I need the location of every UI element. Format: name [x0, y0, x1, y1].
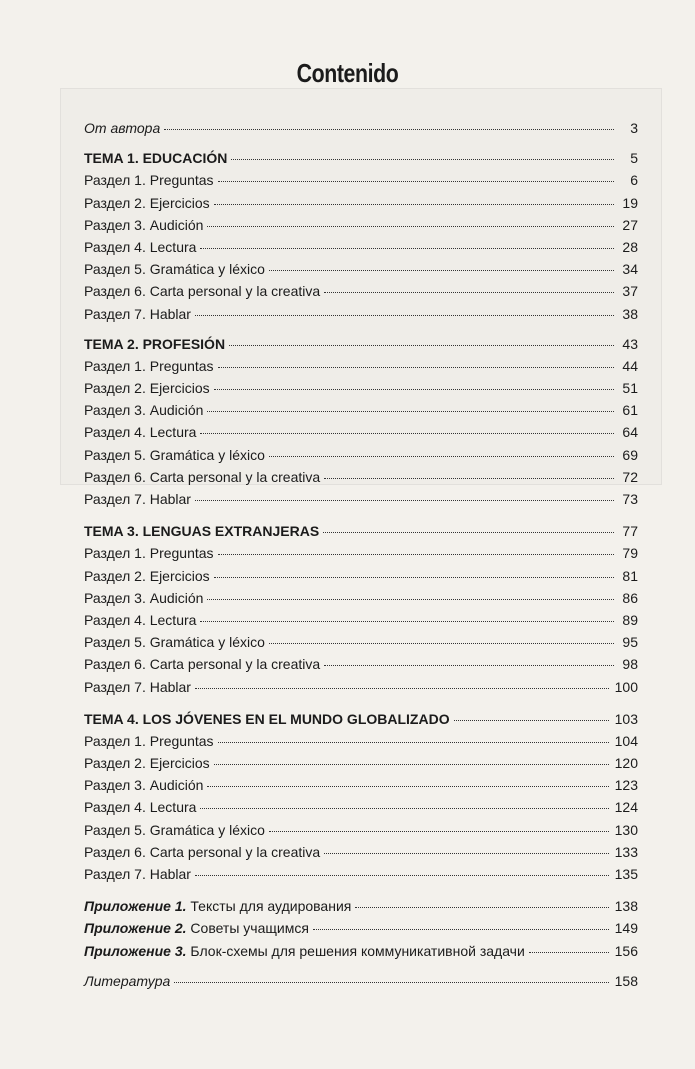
toc-topic-entry	[84, 520, 638, 542]
toc-entry	[84, 841, 638, 863]
dot-leader	[207, 226, 614, 227]
dot-leader	[313, 929, 609, 930]
section-spacer	[84, 698, 638, 708]
page-title: Contenido	[296, 58, 399, 88]
dot-leader	[269, 643, 614, 644]
toc-entry-label: Раздел 6. Carta personal y la creativa	[84, 468, 321, 485]
dot-leader	[218, 554, 614, 555]
toc-entry-label: Раздел 6. Carta personal y la creativa	[84, 656, 321, 673]
dot-leader	[269, 456, 614, 457]
toc-entry-label: TEMA 2. PROFESIÓN	[84, 335, 226, 352]
dot-leader	[454, 720, 609, 721]
toc-entry-label: TEMA 4. LOS JÓVENES EN EL MUNDO GLOBALIZADO	[84, 710, 450, 727]
toc-page-number: 120	[614, 755, 638, 772]
dot-leader	[214, 577, 614, 578]
toc-entry-label: Раздел 3. Audición	[84, 589, 204, 606]
toc-page-number: 37	[622, 283, 638, 300]
dot-leader	[195, 500, 614, 501]
dot-leader	[195, 875, 609, 876]
toc-entry	[84, 542, 638, 564]
toc-entry	[84, 377, 638, 399]
dot-leader	[218, 181, 614, 182]
dot-leader	[355, 907, 608, 908]
toc-page-number: 133	[614, 843, 638, 860]
toc-entry	[84, 970, 638, 992]
toc-entry	[84, 399, 638, 421]
toc-entry	[84, 169, 638, 191]
toc-entry-label: Раздел 2. Ejercicios	[84, 194, 210, 211]
toc-entry-label: Раздел 5. Gramática y léxico	[84, 821, 265, 838]
toc-entry-label: Раздел 6. Carta personal y la creativa	[84, 843, 321, 860]
toc-page-number: 28	[622, 238, 638, 255]
appendix-title: Блок-схемы для решения коммуникативной задачи	[186, 942, 525, 959]
toc-topic-entry	[84, 147, 638, 169]
toc-page-number: 72	[622, 468, 638, 485]
toc-entry-label: Раздел 3. Audición	[84, 402, 204, 419]
toc-page-number: 44	[622, 357, 638, 374]
toc-entry-label: Раздел 1. Preguntas	[84, 172, 214, 189]
toc-page-number: 69	[622, 446, 638, 463]
toc-entry-label: Раздел 2. Ejercicios	[84, 567, 210, 584]
toc-page-number: 123	[614, 777, 638, 794]
dot-leader	[174, 982, 608, 983]
toc-entry-label	[84, 895, 351, 917]
toc-page-number: 138	[614, 898, 638, 915]
dot-leader	[214, 764, 609, 765]
dot-leader	[229, 345, 614, 346]
toc-appendix-entry	[84, 917, 638, 939]
dot-leader	[214, 204, 614, 205]
dot-leader	[200, 621, 614, 622]
toc-page-number: 6	[630, 172, 638, 189]
toc-entry	[84, 466, 638, 488]
dot-leader	[200, 433, 614, 434]
toc-appendix-entry	[84, 895, 638, 917]
toc-entry-label: Раздел 5. Gramática y léxico	[84, 446, 265, 463]
toc-page-number: 103	[614, 710, 638, 727]
toc-entry-label: Раздел 1. Preguntas	[84, 732, 214, 749]
toc-entry	[84, 774, 638, 796]
toc-entry-label: Раздел 7. Hablar	[84, 305, 191, 322]
dot-leader	[207, 599, 614, 600]
toc-entry-label: TEMA 3. LENGUAS EXTRANJERAS	[84, 523, 320, 540]
table-of-contents	[84, 117, 638, 992]
toc-entry	[84, 609, 638, 631]
toc-entry-label: От автора	[84, 120, 161, 136]
toc-entry	[84, 653, 638, 675]
dot-leader	[324, 292, 614, 293]
dot-leader	[231, 159, 614, 160]
section-spacer	[84, 962, 638, 970]
toc-entry-label: Раздел 4. Lectura	[84, 799, 197, 816]
toc-page-number: 95	[622, 634, 638, 651]
toc-page-number: 104	[614, 732, 638, 749]
toc-page-number: 124	[614, 799, 638, 816]
toc-entry-label	[84, 940, 525, 962]
toc-page-number: 135	[614, 866, 638, 882]
toc-entry-label: Раздел 5. Gramática y léxico	[84, 261, 265, 278]
toc-page-number: 64	[622, 424, 638, 441]
toc-entry	[84, 587, 638, 609]
dot-leader	[323, 532, 614, 533]
appendix-title: Тексты для аудирования	[186, 898, 352, 915]
toc-appendix-entry	[84, 940, 638, 962]
toc-page-number: 81	[622, 567, 638, 584]
toc-page-number: 51	[622, 380, 638, 397]
toc-page-number: 89	[622, 611, 638, 628]
toc-page-number: 38	[622, 305, 638, 322]
toc-topic-entry	[84, 708, 638, 730]
dot-leader	[195, 315, 614, 316]
toc-page-number: 130	[614, 821, 638, 838]
toc-entry	[84, 117, 638, 139]
dot-leader	[269, 831, 609, 832]
toc-entry-label: Раздел 2. Ejercicios	[84, 380, 210, 397]
toc-entry	[84, 752, 638, 774]
toc-entry-label: Раздел 7. Hablar	[84, 678, 191, 695]
toc-entry-label	[84, 917, 309, 939]
dot-leader	[195, 688, 609, 689]
toc-entry	[84, 488, 638, 510]
toc-entry	[84, 819, 638, 841]
appendix-number: Приложение 1.	[84, 898, 187, 915]
toc-page-number: 43	[622, 335, 638, 352]
toc-entry-label: Раздел 6. Carta personal y la creativa	[84, 283, 321, 300]
toc-entry-label: Раздел 1. Preguntas	[84, 545, 214, 562]
toc-entry	[84, 631, 638, 653]
toc-entry	[84, 280, 638, 302]
toc-entry	[84, 214, 638, 236]
toc-page-number: 98	[622, 656, 638, 673]
dot-leader	[324, 478, 614, 479]
toc-page-number: 156	[614, 942, 638, 959]
dot-leader	[200, 808, 608, 809]
section-spacer	[84, 885, 638, 895]
section-spacer	[84, 139, 638, 147]
toc-entry-label: Раздел 3. Audición	[84, 777, 204, 794]
toc-page-number: 158	[614, 972, 638, 989]
toc-entry	[84, 796, 638, 818]
toc-entry-label: Литература	[84, 972, 171, 989]
toc-page-number: 77	[622, 523, 638, 540]
toc-page-number: 5	[630, 150, 638, 167]
dot-leader	[218, 742, 609, 743]
toc-page-number: 100	[614, 678, 638, 695]
toc-entry-label: TEMA 1. EDUCACIÓN	[84, 150, 228, 167]
toc-entry-label: Раздел 4. Lectura	[84, 238, 197, 255]
toc-page-number: 86	[622, 589, 638, 606]
dot-leader	[324, 853, 609, 854]
dot-leader	[529, 952, 609, 953]
appendix-title: Советы учащимся	[186, 920, 309, 937]
toc-page-number: 27	[622, 216, 638, 233]
toc-page-number: 19	[622, 194, 638, 211]
dot-leader	[214, 389, 614, 390]
toc-entry	[84, 565, 638, 587]
dot-leader	[207, 411, 614, 412]
toc-entry	[84, 730, 638, 752]
toc-entry-label: Раздел 7. Hablar	[84, 491, 191, 507]
dot-leader	[218, 367, 614, 368]
toc-topic-entry	[84, 333, 638, 355]
toc-entry-label: Раздел 1. Preguntas	[84, 357, 214, 374]
toc-entry-label: Раздел 7. Hablar	[84, 866, 191, 882]
appendix-number: Приложение 3.	[84, 942, 187, 959]
toc-page-number: 149	[614, 920, 638, 937]
toc-page-number: 79	[622, 545, 638, 562]
toc-entry	[84, 676, 638, 698]
section-spacer	[84, 510, 638, 520]
toc-entry	[84, 236, 638, 258]
toc-entry	[84, 258, 638, 280]
appendix-number: Приложение 2.	[84, 920, 187, 937]
section-spacer	[84, 325, 638, 333]
toc-page-number: 3	[630, 120, 638, 136]
toc-page-number: 61	[622, 402, 638, 419]
toc-entry	[84, 303, 638, 325]
toc-entry	[84, 863, 638, 885]
dot-leader	[269, 270, 614, 271]
dot-leader	[164, 129, 614, 130]
dot-leader	[324, 665, 614, 666]
toc-entry	[84, 192, 638, 214]
toc-entry-label: Раздел 2. Ejercicios	[84, 755, 210, 772]
dot-leader	[200, 248, 614, 249]
toc-entry	[84, 355, 638, 377]
toc-page-number: 73	[622, 491, 638, 507]
toc-entry-label: Раздел 4. Lectura	[84, 611, 197, 628]
toc-entry-label: Раздел 5. Gramática y léxico	[84, 634, 265, 651]
dot-leader	[207, 786, 608, 787]
toc-entry	[84, 421, 638, 443]
toc-entry-label: Раздел 4. Lectura	[84, 424, 197, 441]
toc-entry	[84, 444, 638, 466]
toc-entry-label: Раздел 3. Audición	[84, 216, 204, 233]
toc-page-number: 34	[622, 261, 638, 278]
